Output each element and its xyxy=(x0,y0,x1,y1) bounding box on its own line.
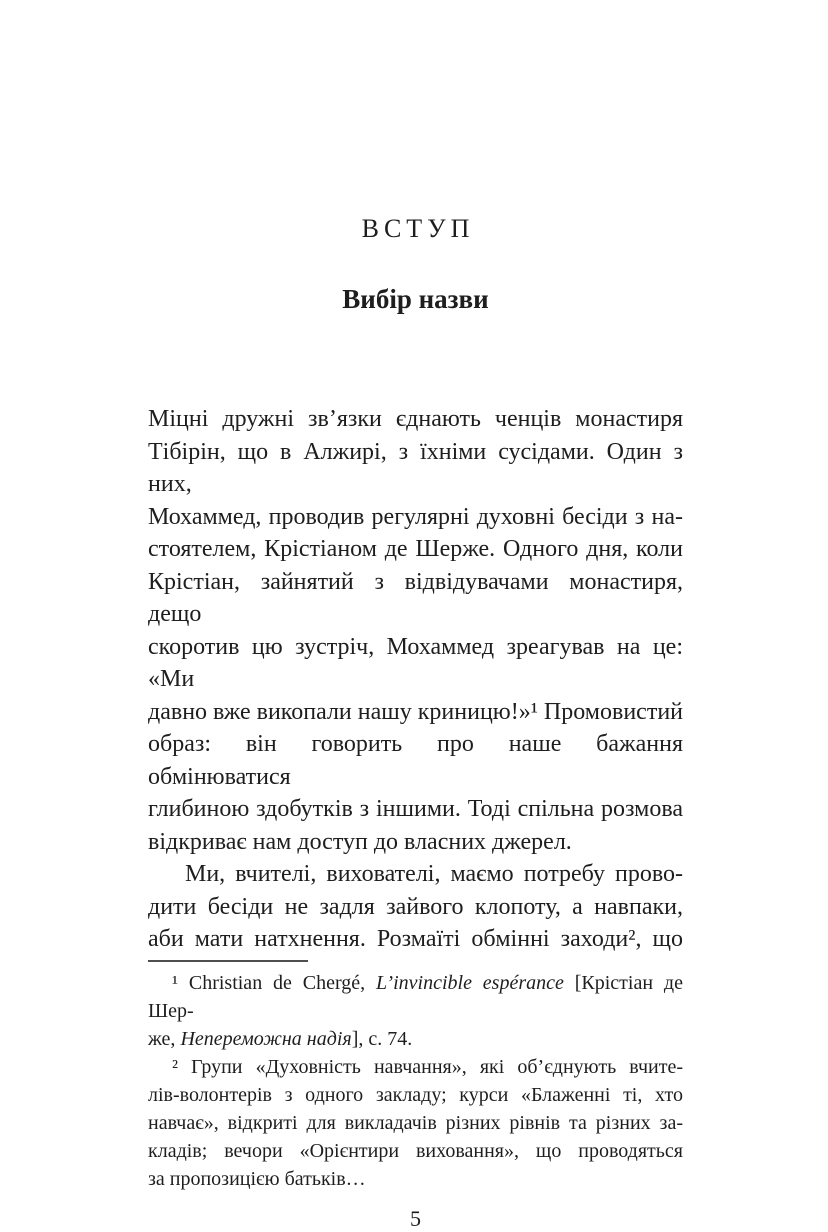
body-text xyxy=(148,403,683,956)
paragraph xyxy=(148,403,683,858)
text-line xyxy=(148,403,683,436)
text-segment: Мохаммед, проводив регулярні духовні бесіди з на- xyxy=(148,503,683,530)
text-segment: ² Групи «Духовність навчання», які об’єднують вчите- xyxy=(172,1055,683,1078)
text-segment: кладів; вечори «Орієнтири виховання», що проводяться xyxy=(148,1139,683,1162)
text-segment: навчає», відкриті для викладачів різних рівнів та різних за- xyxy=(148,1111,683,1134)
text-segment: [Крістіан де Шер- xyxy=(148,971,683,1022)
text-segment: Тібірін, що в Алжирі, з їхніми сусідами. Один з них, xyxy=(148,438,683,497)
text-line xyxy=(148,728,683,793)
italic-text-segment: Непереможна надія xyxy=(180,1027,352,1050)
text-segment: за пропозицією батьків… xyxy=(148,1167,366,1190)
text-line xyxy=(148,923,683,956)
text-segment: лів-волонтерів з одного закладу; курси «Блаженні ті, хто xyxy=(148,1083,683,1106)
text-line xyxy=(148,501,683,534)
footnote-separator-rule xyxy=(148,960,308,962)
text-segment: скоротив цю зустріч, Мохаммед зреагував на це: «Ми xyxy=(148,633,683,692)
text-line xyxy=(148,891,683,924)
chapter-title: ВСТУП xyxy=(361,214,475,243)
italic-text-segment: L’invincible espérance xyxy=(376,971,564,994)
text-line xyxy=(148,1025,683,1053)
text-segment: ¹ Christian de Chergé, xyxy=(172,971,377,994)
paragraph xyxy=(148,1053,683,1193)
text-segment: Крістіан, зайнятий з відвідувачами монастиря, дещо xyxy=(148,568,683,627)
section-title: Вибір назви xyxy=(342,284,489,314)
text-line xyxy=(148,631,683,696)
text-line xyxy=(148,1053,683,1081)
text-segment: відкриває нам доступ до власних джерел. xyxy=(148,828,572,855)
text-segment: ], с. 74. xyxy=(351,1027,413,1050)
text-segment: стоятелем, Крістіаном де Шерже. Одного дня, коли xyxy=(148,536,683,562)
text-line xyxy=(148,858,683,891)
text-line xyxy=(148,826,683,859)
text-line xyxy=(148,1165,683,1193)
text-line xyxy=(148,1081,683,1109)
text-segment: же, xyxy=(148,1027,181,1050)
text-segment: образ: він говорить про наше бажання обмінюватися xyxy=(148,731,683,790)
text-line xyxy=(148,436,683,501)
text-line xyxy=(148,566,683,631)
text-line xyxy=(148,1137,683,1165)
text-segment: аби мати натхнення. Розмаїті обмінні заходи², що xyxy=(148,926,683,952)
text-line xyxy=(148,969,683,1025)
text-line xyxy=(148,793,683,826)
paragraph xyxy=(148,858,683,956)
text-segment: дити бесіди не задля зайвого клопоту, а навпаки, xyxy=(148,893,683,920)
text-segment: глибиною здобутків з іншими. Тоді спільна розмова xyxy=(148,796,683,822)
paragraph xyxy=(148,969,683,1053)
text-segment: давно вже викопали нашу криницю!»¹ Промовистий xyxy=(148,698,683,725)
footnotes-section xyxy=(148,969,683,1193)
page-number: 5 xyxy=(410,1205,421,1231)
text-segment: Ми, вчителі, вихователі, маємо потребу прово- xyxy=(185,861,683,887)
text-line xyxy=(148,1109,683,1137)
text-line xyxy=(148,696,683,729)
text-line xyxy=(148,533,683,566)
text-segment: Міцні дружні зв’язки єднають ченців монастиря xyxy=(148,406,683,432)
